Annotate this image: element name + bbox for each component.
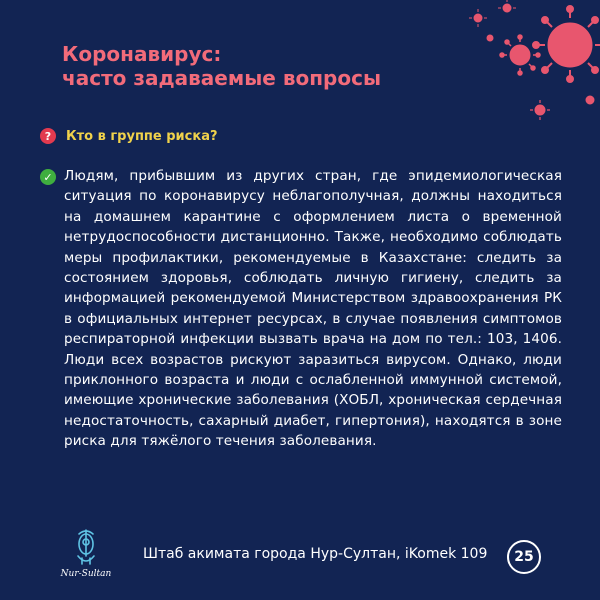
- title-line-1: Коронавирус:: [62, 42, 222, 66]
- title-line-2: часто задаваемые вопросы: [62, 66, 382, 90]
- page-number-badge: 25: [507, 540, 541, 574]
- coronavirus-illustration: [420, 0, 600, 120]
- page-title: [62, 42, 381, 90]
- logo-text: Nur-Sultan: [60, 569, 112, 579]
- answer-row: [40, 166, 562, 452]
- footer-text: Штаб акимата города Нур-Султан, iKomek 109: [143, 546, 488, 562]
- check-mark-icon: ✓: [40, 169, 56, 185]
- question-mark-icon: ?: [40, 128, 56, 144]
- nur-sultan-logo: [56, 526, 116, 586]
- answer-text: Людям, прибывшим из других стран, где эпидемиологическая ситуация по коронавирусу неблагополучная, должны находиться на домашнем карантине с оформлением листа о временной нетрудоспособности дистанционно. Также, необходимо соблюдать меры профилактики, рекомендуемые в Казахстане: следить за состоянием здоровья, соблюдать личную гигиену, следить за информацией рекомендуемой Министерством здравоохранения РК в официальных интернет ресурсах, в случае появления симптомов респираторной инфекции вызвать врача на дом по тел.: 103, 1406. Люди всех возрастов рискуют заразиться вирусом. Однако, люди приклонного возраста и люди с ослабленной иммунной системой, имеющие хронические заболевания (ХОБЛ, хроническая сердечная недостаточность, сахарный диабет, гипертония), находятся в зоне риска для тяжёлого течения заболевания.: [64, 168, 562, 450]
- question-row: [40, 128, 218, 144]
- question-text: Кто в группе риска?: [66, 128, 218, 144]
